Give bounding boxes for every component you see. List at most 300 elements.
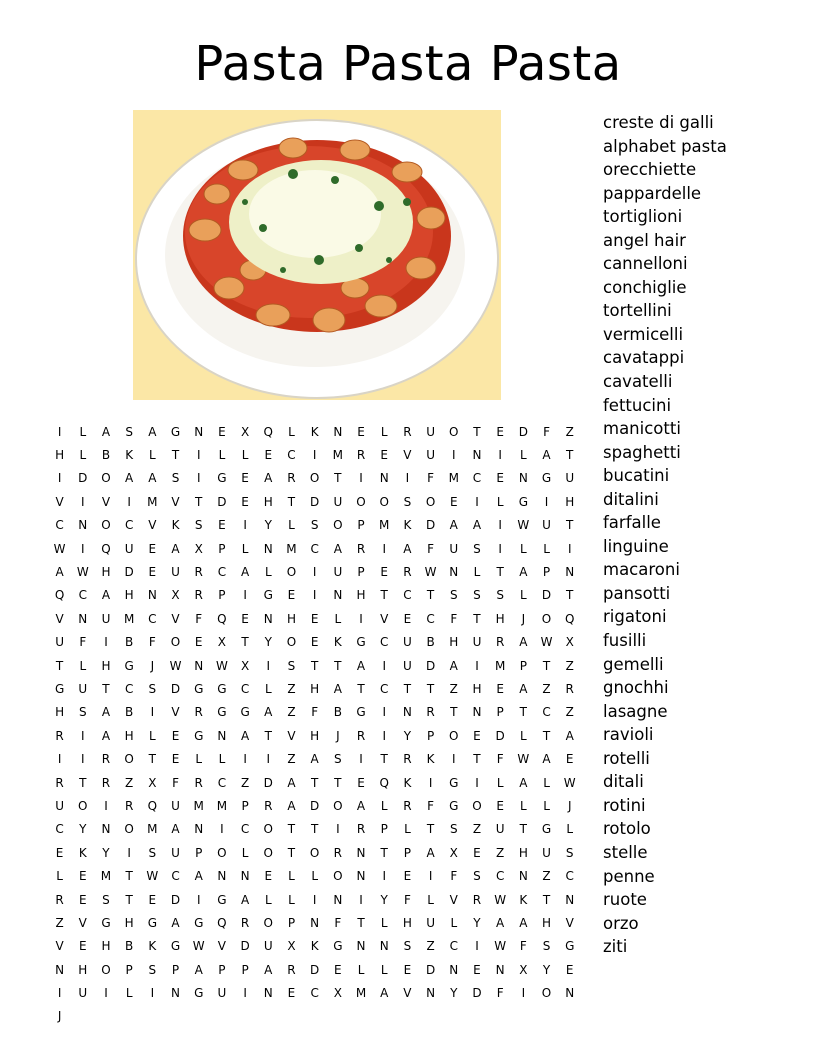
grid-letter: G	[54, 681, 65, 696]
grid-letter: A	[240, 565, 250, 580]
grid-letter: L	[380, 915, 388, 930]
grid-letter: Z	[287, 681, 296, 696]
grid-letter: J	[567, 798, 572, 813]
grid-letter: D	[425, 518, 436, 533]
word-list-item: spaghetti	[603, 442, 681, 462]
grid-letter: A	[449, 518, 458, 533]
grid-letter: V	[55, 494, 64, 509]
grid-letter: K	[310, 424, 319, 439]
grid-letter: E	[171, 752, 180, 767]
grid-letter: N	[379, 471, 389, 486]
grid-letter: S	[449, 822, 458, 837]
grid-letter: G	[541, 471, 552, 486]
grid-letter: I	[150, 986, 155, 1001]
grid-letter: G	[565, 939, 575, 954]
grid-letter: R	[55, 892, 64, 907]
grid-letter: O	[263, 845, 273, 860]
grid-letter: I	[104, 798, 108, 813]
grid-letter: O	[356, 494, 366, 509]
grid-letter: S	[78, 705, 87, 720]
letter-grid	[48, 420, 581, 1028]
grid-letter: S	[403, 939, 412, 954]
grid-letter: I	[359, 752, 363, 767]
grid-letter: D	[425, 658, 436, 673]
grid-letter: E	[310, 611, 319, 626]
grid-letter: E	[380, 565, 389, 580]
grid-letter: O	[263, 822, 273, 837]
grid-letter: A	[542, 448, 551, 463]
grid-letter: E	[287, 588, 296, 603]
grid-letter: N	[518, 471, 528, 486]
grid-letter: R	[565, 681, 574, 696]
grid-letter: E	[565, 752, 574, 767]
grid-letter: O	[333, 869, 343, 884]
grid-letter: D	[170, 681, 181, 696]
grid-letter: V	[55, 939, 64, 954]
grid-letter: A	[472, 518, 482, 533]
grid-letter: C	[495, 869, 505, 884]
grid-letter: F	[334, 915, 342, 930]
grid-letter: U	[333, 565, 343, 580]
grid-letter: F	[450, 611, 458, 626]
grid-letter: G	[194, 986, 204, 1001]
grid-letter: A	[519, 681, 528, 696]
grid-letter: S	[287, 658, 296, 673]
grid-letter: T	[334, 775, 342, 790]
grid-letter: Y	[473, 915, 481, 930]
grid-letter: G	[518, 494, 528, 509]
grid-letter: H	[101, 939, 111, 954]
grid-letter: E	[496, 424, 504, 439]
grid-letter: T	[287, 494, 296, 509]
word-list-item: cavatappi	[603, 348, 685, 368]
grid-letter: D	[170, 892, 181, 907]
grid-letter: B	[333, 705, 342, 720]
grid-letter: E	[496, 471, 504, 486]
grid-letter: R	[472, 892, 482, 907]
grid-letter: H	[495, 611, 505, 626]
grid-letter: O	[309, 845, 320, 860]
grid-letter: Z	[426, 939, 435, 954]
grid-letter: G	[217, 705, 227, 720]
grid-letter: R	[356, 541, 366, 556]
grid-letter: R	[124, 798, 134, 813]
grid-letter: E	[357, 424, 365, 439]
grid-letter: U	[171, 845, 180, 860]
grid-letter: U	[78, 986, 88, 1001]
grid-letter: B	[125, 635, 134, 650]
grid-letter: V	[403, 986, 412, 1001]
grid-letter: R	[403, 565, 412, 580]
grid-letter: A	[55, 565, 64, 580]
grid-letter: T	[334, 471, 342, 486]
grid-letter: X	[194, 541, 203, 556]
grid-letter: T	[334, 658, 342, 673]
word-list-item: rotini	[603, 795, 646, 815]
grid-letter: H	[78, 962, 88, 977]
grid-letter: A	[356, 658, 366, 673]
grid-letter: I	[243, 518, 247, 533]
grid-letter: L	[288, 892, 295, 907]
grid-letter: C	[55, 822, 64, 837]
grid-letter: T	[542, 892, 551, 907]
grid-letter: N	[379, 939, 389, 954]
grid-letter: N	[356, 845, 366, 860]
grid-letter: S	[565, 845, 574, 860]
grid-letter: R	[333, 845, 343, 860]
grid-letter: L	[404, 822, 411, 837]
grid-letter: G	[101, 915, 111, 930]
grid-letter: T	[380, 752, 388, 767]
grid-letter: N	[194, 424, 204, 439]
word-list-item: ditalini	[603, 489, 659, 509]
grid-letter: N	[495, 962, 505, 977]
grid-letter: Z	[542, 681, 551, 696]
grid-letter: X	[148, 775, 157, 790]
grid-letter: A	[519, 565, 528, 580]
grid-letter: H	[356, 588, 366, 603]
grid-letter: N	[263, 611, 273, 626]
grid-letter: M	[100, 869, 112, 884]
word-list-item: tortellini	[603, 301, 672, 321]
grid-letter: I	[81, 541, 85, 556]
grid-letter: Z	[496, 845, 505, 860]
grid-letter: L	[149, 728, 156, 743]
grid-letter: T	[125, 892, 133, 907]
grid-letter: T	[426, 681, 435, 696]
grid-letter: T	[542, 658, 551, 673]
grid-letter: I	[498, 448, 502, 463]
grid-letter: A	[542, 752, 551, 767]
grid-letter: N	[333, 424, 343, 439]
grid-letter: I	[498, 541, 502, 556]
grid-letter: V	[148, 518, 157, 533]
grid-letter: U	[542, 845, 551, 860]
grid-letter: L	[380, 798, 388, 813]
grid-letter: R	[101, 775, 111, 790]
grid-letter: A	[519, 775, 528, 790]
grid-letter: I	[452, 448, 456, 463]
grid-letter: N	[217, 728, 227, 743]
grid-letter: L	[79, 448, 87, 463]
grid-letter: L	[520, 541, 527, 556]
grid-letter: R	[240, 915, 250, 930]
grid-letter: Z	[542, 869, 551, 884]
grid-letter: V	[171, 494, 180, 509]
grid-letter: A	[264, 471, 273, 486]
grid-letter: L	[334, 611, 342, 626]
grid-letter: N	[101, 822, 111, 837]
grid-letter: N	[240, 869, 250, 884]
grid-letter: L	[149, 448, 156, 463]
grid-letter: R	[287, 471, 296, 486]
grid-letter: D	[425, 962, 436, 977]
grid-letter: R	[194, 705, 203, 720]
word-list-item: vermicelli	[603, 324, 684, 344]
grid-letter: X	[519, 962, 528, 977]
grid-letter: I	[81, 494, 85, 509]
grid-letter: N	[194, 822, 204, 837]
grid-letter: N	[449, 962, 459, 977]
grid-letter: D	[263, 775, 273, 790]
grid-letter: V	[55, 611, 64, 626]
grid-letter: T	[542, 728, 551, 743]
grid-letter: L	[241, 541, 249, 556]
grid-letter: E	[403, 869, 412, 884]
grid-letter: S	[473, 869, 481, 884]
grid-letter: A	[194, 869, 203, 884]
grid-letter: L	[264, 892, 272, 907]
grid-letter: P	[171, 962, 180, 977]
grid-letter: N	[263, 541, 273, 556]
grid-letter: F	[496, 986, 504, 1001]
grid-letter: I	[104, 635, 108, 650]
grid-letter: Z	[472, 822, 482, 837]
grid-letter: U	[403, 635, 412, 650]
grid-letter: R	[55, 775, 64, 790]
grid-letter: C	[171, 869, 180, 884]
grid-letter: A	[101, 705, 111, 720]
grid-letter: P	[380, 822, 388, 837]
grid-letter: N	[565, 986, 575, 1001]
word-list-item: rotelli	[603, 748, 650, 768]
grid-letter: W	[192, 939, 205, 954]
word-list-item: gnochhi	[603, 678, 669, 698]
grid-letter: L	[311, 869, 318, 884]
word-list	[603, 111, 727, 959]
grid-letter: U	[217, 986, 227, 1001]
grid-letter: E	[78, 892, 87, 907]
grid-letter: A	[333, 681, 342, 696]
grid-letter: N	[55, 962, 65, 977]
grid-letter: N	[310, 915, 320, 930]
grid-letter: Z	[55, 915, 64, 930]
grid-letter: M	[193, 798, 204, 813]
grid-letter: K	[148, 939, 157, 954]
word-list-item: angel hair	[603, 230, 686, 250]
grid-letter: K	[403, 518, 412, 533]
grid-letter: P	[218, 588, 226, 603]
grid-letter: T	[566, 518, 574, 533]
grid-letter: I	[220, 822, 224, 837]
grid-letter: T	[519, 705, 528, 720]
grid-letter: D	[240, 939, 250, 954]
grid-letter: M	[216, 798, 228, 813]
word-list-item: rigatoni	[603, 607, 667, 627]
grid-letter: R	[287, 962, 296, 977]
grid-letter: L	[241, 448, 249, 463]
grid-letter: T	[473, 611, 481, 626]
grid-letter: I	[57, 424, 62, 439]
grid-letter: T	[519, 822, 528, 837]
grid-letter: Y	[542, 962, 551, 977]
grid-letter: V	[287, 728, 296, 743]
grid-letter: L	[241, 845, 249, 860]
grid-letter: I	[567, 541, 572, 556]
grid-letter: M	[123, 611, 135, 626]
grid-letter: F	[427, 798, 435, 813]
grid-letter: W	[76, 565, 89, 580]
grid-letter: T	[310, 822, 319, 837]
grid-letter: J	[336, 728, 340, 743]
grid-letter: E	[357, 775, 365, 790]
grid-letter: C	[565, 869, 574, 884]
grid-letter: J	[57, 1009, 62, 1024]
grid-letter: C	[403, 588, 412, 603]
grid-letter: P	[496, 705, 504, 720]
grid-letter: T	[287, 822, 296, 837]
grid-letter: E	[287, 986, 296, 1001]
grid-letter: I	[127, 494, 131, 509]
grid-letter: D	[310, 962, 320, 977]
grid-letter: X	[449, 845, 458, 860]
grid-letter: X	[217, 635, 227, 650]
word-list-item: farfalle	[603, 513, 661, 533]
word-list-item: gemelli	[603, 654, 664, 674]
grid-letter: B	[101, 448, 111, 463]
grid-letter: C	[217, 565, 227, 580]
grid-letter: W	[563, 775, 576, 790]
grid-letter: U	[333, 494, 343, 509]
grid-letter: L	[520, 448, 527, 463]
word-list-item: fusilli	[603, 631, 647, 651]
grid-letter: F	[543, 424, 550, 439]
grid-letter: F	[427, 471, 435, 486]
grid-letter: A	[519, 635, 528, 650]
grid-letter: G	[147, 915, 157, 930]
grid-letter: I	[336, 822, 340, 837]
grid-letter: L	[218, 448, 226, 463]
grid-letter: F	[496, 752, 504, 767]
grid-letter: S	[496, 588, 504, 603]
grid-letter: R	[495, 635, 505, 650]
grid-letter: S	[148, 681, 157, 696]
grid-letter: A	[148, 471, 157, 486]
grid-letter: S	[148, 845, 157, 860]
grid-letter: P	[218, 541, 226, 556]
grid-letter: R	[403, 798, 412, 813]
grid-letter: I	[428, 775, 433, 790]
grid-letter: G	[217, 471, 227, 486]
grid-letter: T	[79, 775, 87, 790]
grid-letter: U	[101, 611, 111, 626]
grid-letter: O	[541, 611, 552, 626]
grid-letter: E	[78, 869, 87, 884]
grid-letter: M	[332, 448, 344, 463]
grid-letter: K	[426, 752, 435, 767]
grid-letter: T	[380, 845, 388, 860]
grid-letter: H	[55, 705, 65, 720]
word-list-item: conchiglie	[603, 277, 687, 297]
grid-letter: T	[264, 728, 272, 743]
grid-letter: G	[124, 658, 134, 673]
grid-letter: M	[379, 518, 390, 533]
grid-letter: N	[217, 869, 227, 884]
grid-letter: R	[403, 424, 412, 439]
grid-letter: T	[426, 822, 435, 837]
grid-letter: R	[356, 448, 366, 463]
grid-letter: I	[266, 658, 271, 673]
grid-letter: L	[380, 424, 388, 439]
grid-letter: E	[218, 518, 226, 533]
grid-letter: W	[517, 752, 530, 767]
grid-letter: U	[124, 541, 134, 556]
grid-letter: D	[472, 986, 482, 1001]
grid-letter: L	[264, 681, 272, 696]
grid-letter: X	[333, 986, 342, 1001]
grid-letter: D	[217, 494, 227, 509]
grid-letter: O	[124, 822, 134, 837]
grid-letter: T	[287, 845, 296, 860]
grid-letter: P	[125, 962, 133, 977]
grid-letter: A	[565, 728, 574, 743]
grid-letter: A	[287, 798, 296, 813]
grid-letter: D	[78, 471, 88, 486]
grid-letter: I	[521, 986, 526, 1001]
grid-letter: N	[426, 986, 436, 1001]
grid-letter: L	[288, 869, 295, 884]
grid-letter: S	[125, 424, 133, 439]
grid-letter: G	[170, 424, 181, 439]
grid-letter: L	[496, 494, 504, 509]
grid-letter: H	[542, 915, 552, 930]
grid-letter: Y	[79, 822, 87, 837]
word-list-item: macaroni	[603, 560, 680, 580]
grid-letter: A	[287, 775, 296, 790]
grid-letter: E	[334, 962, 342, 977]
grid-letter: S	[403, 494, 412, 509]
grid-letter: N	[402, 705, 412, 720]
grid-letter: O	[101, 518, 111, 533]
grid-letter: E	[148, 892, 157, 907]
grid-letter: G	[449, 798, 459, 813]
grid-letter: F	[195, 611, 203, 626]
grid-letter: I	[243, 588, 247, 603]
grid-letter: C	[240, 822, 250, 837]
grid-letter: A	[426, 845, 435, 860]
grid-letter: U	[55, 798, 64, 813]
grid-letter: I	[196, 892, 201, 907]
grid-letter: N	[263, 986, 273, 1001]
grid-letter: W	[424, 565, 437, 580]
grid-letter: W	[517, 518, 530, 533]
grid-letter: W	[215, 658, 228, 673]
grid-letter: L	[125, 986, 133, 1001]
word-list-item: ruote	[603, 890, 647, 910]
word-list-item: pansotti	[603, 583, 671, 603]
grid-letter: L	[357, 962, 365, 977]
grid-letter: H	[55, 448, 65, 463]
grid-letter: N	[356, 869, 366, 884]
grid-letter: E	[449, 494, 458, 509]
grid-letter: C	[124, 681, 134, 696]
grid-letter: N	[194, 658, 204, 673]
grid-letter: T	[310, 658, 319, 673]
grid-letter: I	[428, 869, 433, 884]
grid-letter: I	[81, 728, 85, 743]
grid-letter: O	[449, 728, 459, 743]
word-list-item: cavatelli	[603, 372, 673, 392]
grid-letter: O	[170, 635, 181, 650]
grid-letter: I	[475, 658, 479, 673]
grid-letter: T	[403, 681, 412, 696]
grid-letter: P	[241, 962, 249, 977]
word-list-item: penne	[603, 866, 655, 886]
grid-letter: B	[125, 939, 134, 954]
grid-letter: O	[101, 962, 111, 977]
grid-letter: H	[310, 681, 320, 696]
grid-letter: Q	[54, 588, 65, 603]
